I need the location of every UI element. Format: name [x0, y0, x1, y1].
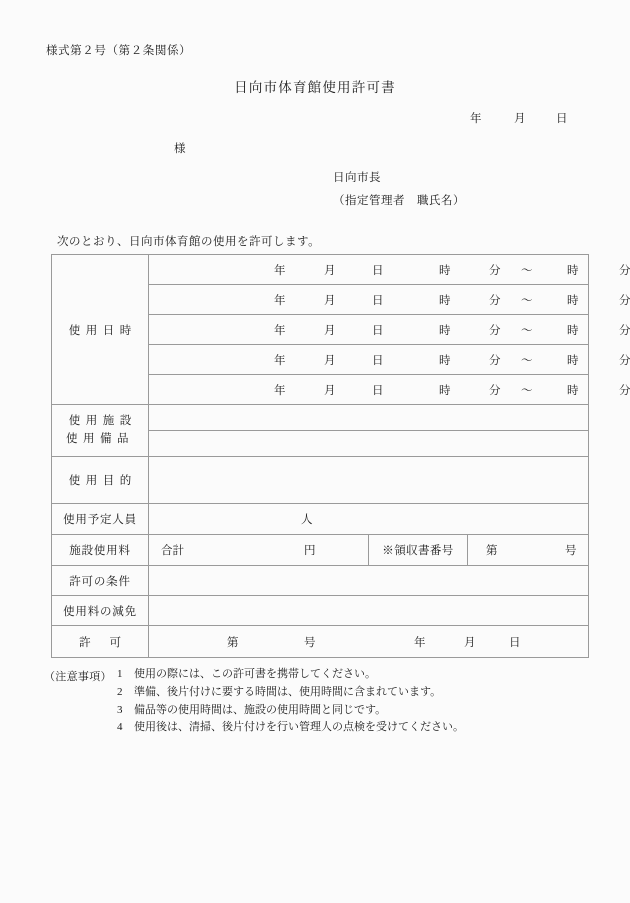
label-expected-people: 使用予定人員 — [52, 504, 149, 535]
dt2-min-from: 分 — [489, 294, 501, 307]
dt3-min-to: 分 — [619, 324, 630, 337]
issuer-manager: （指定管理者 職氏名） — [333, 195, 465, 207]
dt4-day: 日 — [372, 354, 384, 367]
dt4-year: 年 — [274, 354, 286, 367]
dt2-tilde: 〜 — [521, 294, 533, 307]
dt1-hour-to: 時 — [567, 264, 579, 277]
issue-date — [470, 110, 568, 126]
usage-datetime-value-2[interactable] — [149, 285, 630, 315]
dt1-hour-from: 時 — [439, 264, 451, 277]
dt2-hour-to: 時 — [567, 294, 579, 307]
table-row — [52, 535, 589, 566]
dt2-year: 年 — [274, 294, 286, 307]
note-text-1: 使用の際には、この許可書を携帯してください。 — [134, 668, 376, 680]
label-purpose: 使用目的 — [52, 457, 149, 504]
document-title: 日向市体育館使用許可書 — [234, 80, 396, 95]
usage-datetime-value-4[interactable] — [149, 345, 630, 375]
approval-day: 日 — [509, 636, 521, 649]
dt1-month: 月 — [324, 264, 336, 277]
label-equipment: 使用備品 — [66, 432, 134, 445]
expected-people-unit: 人 — [301, 514, 313, 526]
fee-total-label: 合計 — [161, 545, 184, 557]
dt5-min-to: 分 — [619, 384, 630, 397]
label-approval: 許可 — [52, 626, 149, 658]
notes-heading: （注意事項） — [44, 671, 112, 683]
note-number-1: 1 — [117, 668, 123, 680]
issue-date-year: 年 — [470, 113, 482, 125]
value-approval[interactable] — [149, 626, 589, 658]
dt1-min-from: 分 — [489, 264, 501, 277]
usage-datetime-value-1[interactable] — [149, 255, 630, 285]
lead-text: 次のとおり、日向市体育館の使用を許可します。 — [57, 236, 321, 248]
note-text-3: 備品等の使用時間は、施設の使用時間と同じです。 — [134, 703, 387, 716]
dt4-hour-from: 時 — [439, 354, 451, 367]
note-number-2: 2 — [117, 685, 123, 698]
dt3-day: 日 — [372, 324, 384, 337]
value-equipment[interactable] — [149, 431, 589, 457]
dt4-hour-to: 時 — [567, 354, 579, 367]
note-number-4: 4 — [117, 721, 123, 734]
value-purpose[interactable] — [149, 457, 589, 504]
usage-datetime-value-3[interactable] — [149, 315, 630, 345]
table-row — [52, 457, 589, 504]
dt4-min-from: 分 — [489, 354, 501, 367]
dt5-min-from: 分 — [489, 384, 501, 397]
label-receipt-number: ※領収書番号 — [369, 535, 468, 566]
dt4-tilde: 〜 — [521, 354, 533, 367]
table-row — [52, 596, 589, 626]
dt3-hour-from: 時 — [439, 324, 451, 337]
table-row — [52, 504, 589, 535]
value-fee-reduction[interactable] — [149, 596, 589, 626]
approval-no-prefix: 第 — [227, 636, 239, 649]
dt4-min-to: 分 — [619, 354, 630, 367]
dt4-month: 月 — [324, 354, 336, 367]
dt1-day: 日 — [372, 264, 384, 277]
issuer-title: 日向市長 — [333, 172, 381, 184]
dt2-day: 日 — [372, 294, 384, 307]
dt5-hour-from: 時 — [439, 384, 451, 397]
list-item — [117, 684, 464, 702]
dt2-min-to: 分 — [619, 294, 630, 307]
note-text-2: 準備、後片付けに要する時間は、使用時間に含まれています。 — [134, 685, 442, 698]
label-fee-reduction: 使用料の減免 — [52, 596, 149, 626]
table-row — [52, 566, 589, 596]
dt1-year: 年 — [274, 264, 286, 277]
approval-year: 年 — [414, 636, 426, 649]
dt5-hour-to: 時 — [567, 384, 579, 397]
value-expected-people[interactable] — [149, 504, 589, 535]
dt5-month: 月 — [324, 384, 336, 397]
value-receipt-number[interactable] — [468, 535, 589, 566]
dt2-month: 月 — [324, 294, 336, 307]
addressee-honorific: 様 — [174, 143, 186, 155]
note-text-4: 使用後は、清掃、後片付けを行い管理人の点検を受けてください。 — [134, 721, 464, 734]
usage-datetime-value-5[interactable] — [149, 375, 630, 405]
list-item — [117, 666, 464, 684]
notes-block — [44, 666, 464, 737]
table-row — [52, 405, 589, 431]
value-permit-conditions[interactable] — [149, 566, 589, 596]
list-item — [117, 719, 464, 737]
permit-form-table — [51, 254, 630, 658]
issue-date-day: 日 — [556, 113, 568, 125]
label-facility-fee: 施設使用料 — [52, 535, 149, 566]
dt1-tilde: 〜 — [521, 264, 533, 277]
issue-date-month: 月 — [514, 113, 526, 125]
approval-month: 月 — [464, 636, 476, 649]
dt5-day: 日 — [372, 384, 384, 397]
dt5-tilde: 〜 — [521, 384, 533, 397]
label-facility-equipment — [52, 405, 149, 457]
receipt-no-suffix: 号 — [565, 545, 577, 557]
dt5-year: 年 — [274, 384, 286, 397]
table-row — [52, 626, 589, 658]
receipt-no-prefix: 第 — [486, 545, 498, 557]
list-item — [117, 702, 464, 720]
fee-currency: 円 — [304, 545, 316, 557]
dt2-hour-from: 時 — [439, 294, 451, 307]
dt3-min-from: 分 — [489, 324, 501, 337]
dt3-tilde: 〜 — [521, 324, 533, 337]
form-number: 様式第２号（第２条関係） — [46, 45, 192, 57]
value-facility-fee[interactable] — [149, 535, 369, 566]
label-facility: 使用施設 — [68, 414, 137, 427]
label-usage-datetime: 使用日時 — [52, 255, 149, 405]
dt3-year: 年 — [274, 324, 286, 337]
dt3-month: 月 — [324, 324, 336, 337]
note-number-3: 3 — [117, 703, 123, 716]
dt3-hour-to: 時 — [567, 324, 579, 337]
value-facility[interactable] — [149, 405, 589, 431]
approval-no-suffix: 号 — [304, 636, 316, 649]
label-permit-conditions: 許可の条件 — [52, 566, 149, 596]
dt1-min-to: 分 — [619, 264, 630, 277]
table-row — [52, 255, 589, 285]
